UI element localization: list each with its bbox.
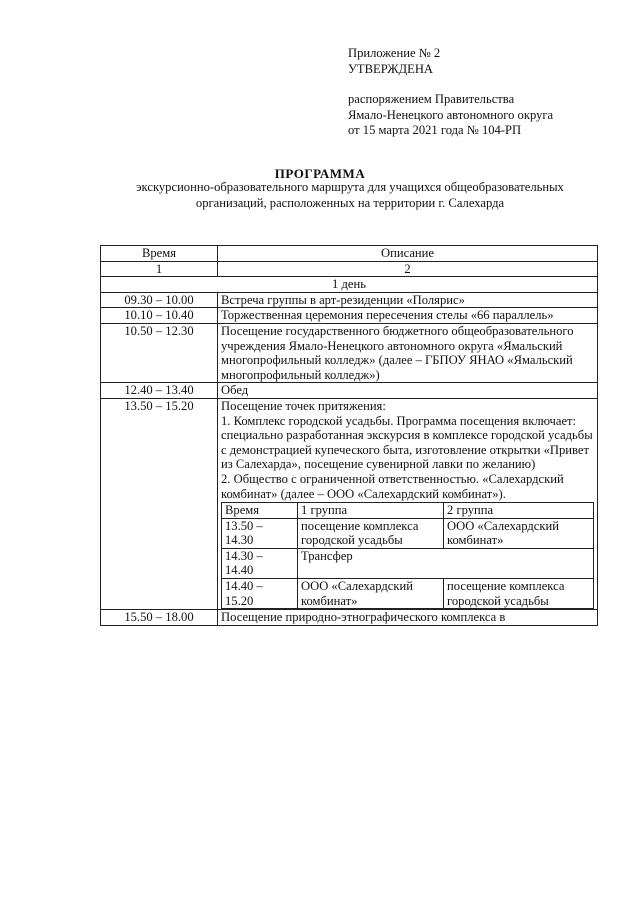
appendix-number: Приложение № 2: [348, 46, 441, 60]
table-row: [101, 323, 598, 382]
day-label: 1 день: [101, 277, 598, 293]
inner-row: [222, 548, 594, 578]
table-header-row: [101, 246, 598, 262]
order-line-3: от 15 марта 2021 года № 104-РП: [348, 123, 522, 137]
row-description: Обед: [218, 383, 598, 399]
table-number-row: [101, 261, 598, 277]
table-row: [101, 383, 598, 399]
row-time: 09.30 – 10.00: [101, 292, 218, 308]
order-line-2: Ямало-Ненецкого автономного округа: [348, 107, 554, 122]
inner-group-1: посещение комплекса городской усадьбы: [298, 518, 444, 548]
attractions-item-1: 1. Комплекс городской усадьбы. Программа посещения включает: специально разработанная экскурсия в комплексе городской усадьбы с демонстрацией купеческого быта, изготовление открытки «Привет из Салехарда», посещение сувенирной лавки по желанию): [221, 413, 593, 472]
day-row: [101, 277, 598, 293]
attractions-item-2: 2. Общество с ограниченной ответственностью. «Салехардский комбинат» (далее – ООО «Салехардский комбинат»).: [221, 471, 564, 501]
inner-header-time: Время: [222, 503, 298, 519]
table-row: [101, 292, 598, 308]
column-number-2: 2: [218, 261, 598, 277]
header-time: Время: [101, 246, 218, 262]
subtitle-line-2: организаций, расположенных на территории г. Салехарда: [195, 195, 505, 210]
row-description: Посещение природно-этнографического комплекса в: [218, 610, 598, 626]
inner-group-2: ООО «Салехардский комбинат»: [444, 518, 594, 548]
inner-header-row: [222, 503, 594, 519]
table-row-attractions: [101, 398, 598, 609]
inner-group-2: посещение комплекса городской усадьбы: [444, 579, 594, 609]
approved-label: УТВЕРЖДЕНА: [348, 61, 434, 76]
subtitle-line-1: экскурсионно-образовательного маршрута для учащихся общеобразовательных: [136, 180, 564, 194]
approval-block: [348, 46, 633, 139]
table-row: [101, 308, 598, 324]
inner-header-group-2: 2 группа: [444, 503, 594, 519]
document-title: ПРОГРАММА: [274, 166, 366, 181]
row-description: Посещение государственного бюджетного общеобразовательного учреждения Ямало-Ненецкого автономного округа «Ямальский многопрофильный колледж» (далее – ГБПОУ ЯНАО «Ямальский многопрофильный колледж»): [218, 323, 598, 382]
group-schedule-table: [221, 502, 594, 609]
row-description: Встреча группы в арт-резиденции «Полярис»: [218, 292, 598, 308]
inner-transfer: Трансфер: [298, 548, 594, 578]
header-description: Описание: [218, 246, 598, 262]
row-description: Торжественная церемония пересечения стелы «66 параллель»: [218, 308, 598, 324]
document-subtitle: [60, 180, 640, 211]
attractions-intro: Посещение точек притяжения:: [221, 398, 386, 413]
row-time: 13.50 – 15.20: [101, 398, 218, 609]
program-table: [100, 245, 598, 626]
inner-time: 13.50 – 14.30: [222, 518, 298, 548]
inner-header-group-1: 1 группа: [298, 503, 444, 519]
row-description: [218, 398, 598, 609]
row-time: 10.50 – 12.30: [101, 323, 218, 382]
inner-row: [222, 579, 594, 609]
column-number-1: 1: [101, 261, 218, 277]
inner-group-1: ООО «Салехардский комбинат»: [298, 579, 444, 609]
row-time: 15.50 – 18.00: [101, 610, 218, 626]
table-row: [101, 610, 598, 626]
inner-row: [222, 518, 594, 548]
row-time: 12.40 – 13.40: [101, 383, 218, 399]
inner-time: 14.40 – 15.20: [222, 579, 298, 609]
inner-time: 14.30 – 14.40: [222, 548, 298, 578]
order-line-1: распоряжением Правительства: [348, 92, 515, 106]
row-time: 10.10 – 10.40: [101, 308, 218, 324]
